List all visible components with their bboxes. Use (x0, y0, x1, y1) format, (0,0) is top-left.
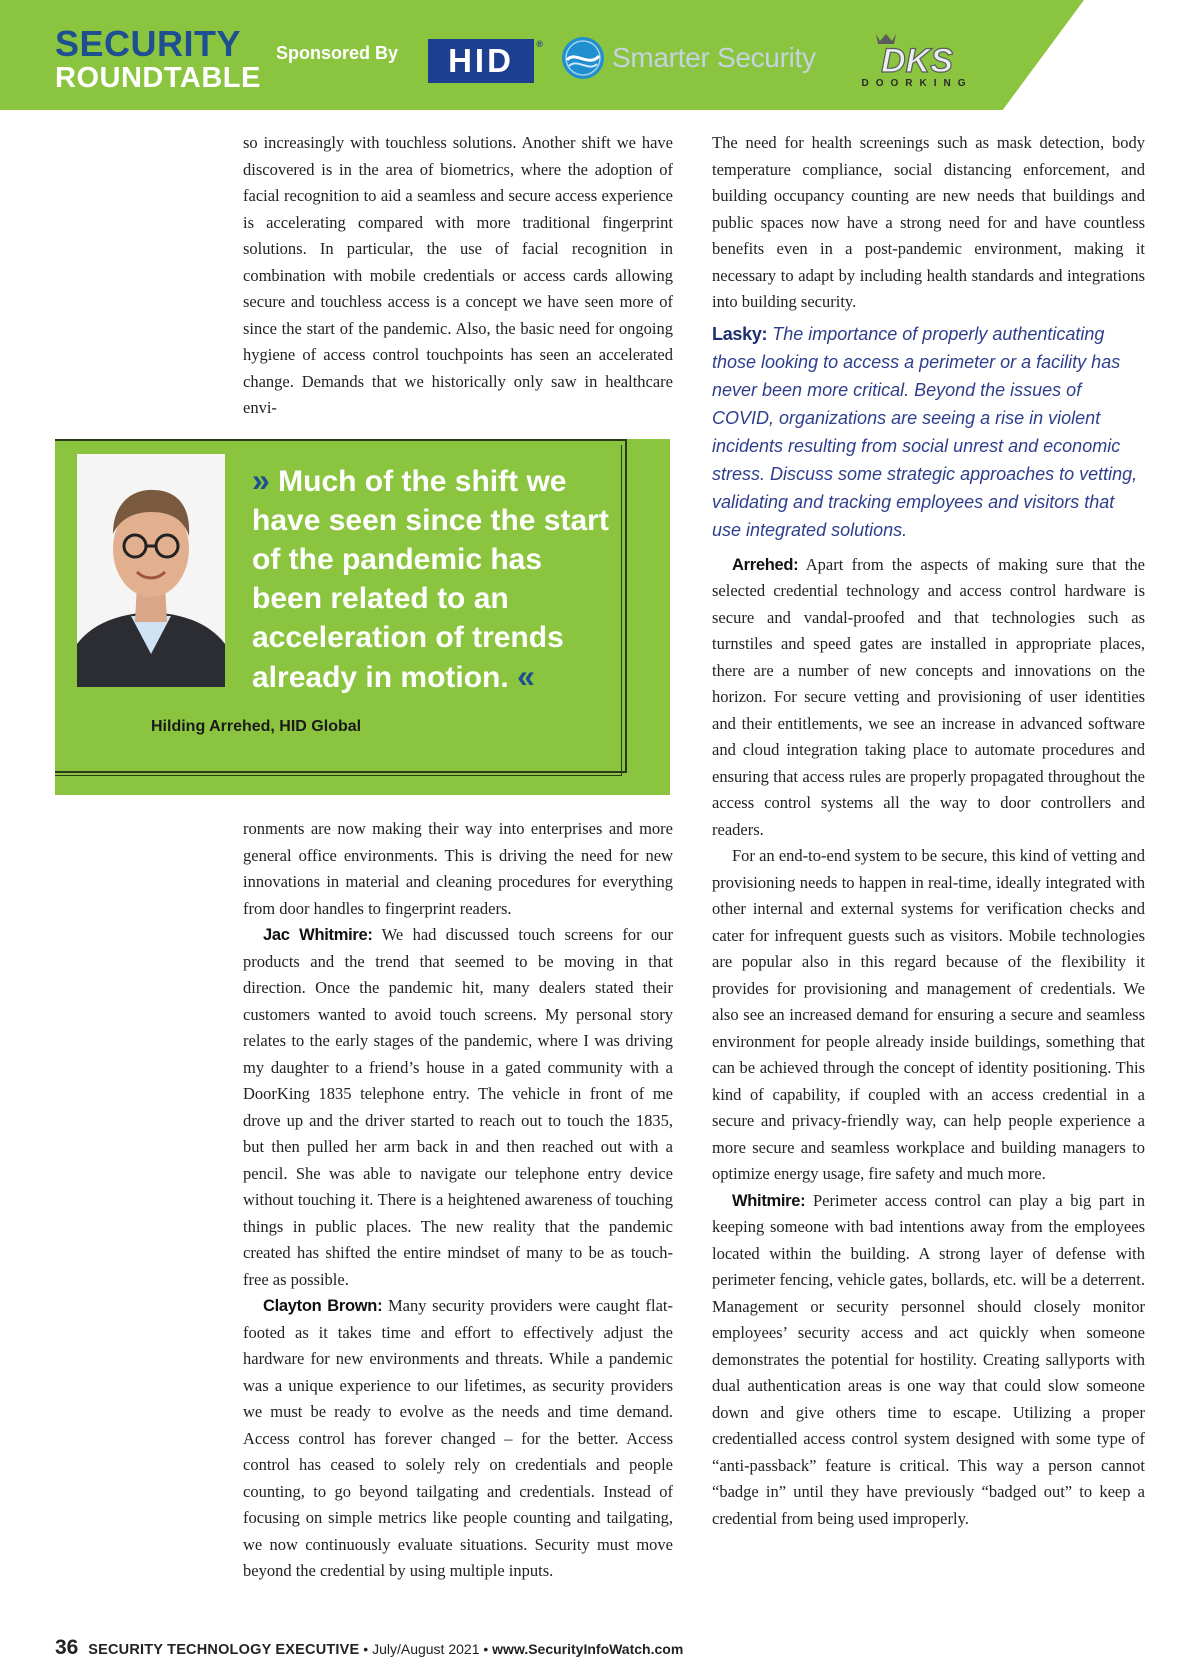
page-footer (55, 1636, 683, 1660)
publication-name: SECURITY TECHNOLOGY EXECUTIVE (88, 1642, 360, 1658)
smarter-security-logo-icon (561, 36, 605, 80)
interviewer-name: Lasky: (712, 323, 768, 344)
article-left-column-top (243, 130, 673, 422)
hid-registered-mark: ® (536, 39, 543, 49)
article-paragraph: The need for health screenings such as mask detection, body temperature compliance, social distancing enforcement, and building occupancy counting are new needs that buildings and public spaces now have a strong need for and have countless benefits even in a post-pandemic environment, making it necessary to adapt by including health standards and integrations into building security. (712, 133, 1145, 311)
interviewer-question (712, 320, 1145, 544)
article-paragraph-whitmire (243, 922, 673, 1293)
hid-logo (428, 39, 543, 83)
speaker-text: Apart from the aspects of making sure that the selected credential technology and access control hardware is secure and vandal-proofed and that technologies such as turnstiles and speed gates are installed in appropriate places, there are a number of new concepts and innovations on the horizon. For secure vetting and provisioning of user identities and their entitlements, we see an increase in advanced software and cloud integration taking place to automate procedures and ensuring that access rules are properly propagated throughout the access control systems all the way to door controllers and readers. (712, 554, 1145, 839)
article-paragraph: For an end-to-end system to be secure, this kind of vetting and provisioning needs to happen in real-time, ideally integrated with other internal and external systems for verification checks and cater for infrequent guests such as visitors. Mobile technologies are popular also in this regard because of the flexibility it provides for provisioning and management of credentials. We also see an increased demand for ensuring a secure and seamless environment for people already inside buildings, something that can be achieved through the concept of identity positioning. This kind of capability, if coupled with an access credential in a secure and privacy-friendly way, can help people experience a more secure and seamless workplace and building managers to optimize energy usage, fire safety and much more. (712, 846, 1145, 1183)
section-title-line1: SECURITY (55, 23, 242, 64)
footer-bullet: • (363, 1641, 369, 1657)
article-paragraph: ronments are now making their way into enterprises and more general office environments. This is driving the need for new innovations in material and cleaning procedures for everything from door handles to fingerprint readers. (243, 819, 673, 918)
doorking-logo-text: DKS (881, 42, 953, 80)
portrait-photo (77, 454, 225, 687)
speaker-name: Whitmire: (732, 1191, 806, 1210)
pull-quote-box (55, 439, 670, 795)
speaker-name: Jac Whitmire: (263, 926, 373, 944)
speaker-name: Arrehed: (732, 555, 799, 574)
pull-quote-attribution: Hilding Arrehed, HID Global (151, 718, 362, 735)
article-left-column-bottom (243, 816, 673, 1585)
article-paragraph-arrehed (712, 552, 1145, 844)
issue-date: July/August 2021 (372, 1641, 480, 1657)
sponsored-by-label: Sponsored By (276, 43, 399, 63)
article-paragraph-brown (243, 1293, 673, 1585)
footer-bullet: • (483, 1641, 489, 1657)
section-title-line2: ROUNDTABLE (55, 62, 261, 94)
open-quote-mark: » (252, 462, 270, 498)
person-portrait-icon (77, 454, 225, 687)
article-paragraph: so increasingly with touchless solutions. Another shift we have discovered is in the area of biometrics, where the adoption of facial recognition to aid a seamless and secure access experience is accelerating compared with more traditional fingerprint solutions. In particular, the use of facial recognition in combination with mobile credentials or access cards allowing secure and touchless access is a concept we have seen more of since the start of the pandemic. Also, the basic need for ongoing hygiene of access control touchpoints has seen an accelerated change. Demands that we historically only saw in healthcare envi- (243, 133, 673, 417)
article-right-column (712, 130, 1145, 1532)
smarter-security-name: Smarter Security (612, 42, 816, 73)
speaker-text: We had discussed touch screens for our products and the trend that seemed to be moving in that direction. Once the pandemic hit, many dealers stated their customers wanted to avoid touch screens. My personal story relates to the early stages of the pandemic, where I was driving my daughter to a friend’s house in a gated community with a DoorKing 1835 telephone entry. The vehicle in front of me drove up and the driver started to reach out to touch the 1835, but then pulled her arm back in and then reached out with a pencil. She was able to navigate our telephone entry device without touching it. There is a heightened awareness of touching things in public places. The new reality that the pandemic created has shifted the entire mindset of many to be as touch-free as possible. (243, 925, 673, 1289)
question-text: The importance of properly authenticating those looking to access a perimeter or a facility has never been more critical. Beyond the issues of COVID, organizations are seeing a rise in violent incidents resulting from social unrest and economic stress. Discuss some strategic approaches to vetting, validating and tracking employees and visitors that use integrated solutions. (712, 323, 1138, 540)
article-paragraph-whitmire2 (712, 1188, 1145, 1533)
doorking-logo (842, 30, 992, 92)
speaker-text: Many security providers were caught flat-footed as it takes time and effort to effectively adjust the hardware for new environments and threats. While a pandemic was a unique experience to our lifetimes, as security providers we must be ready to evolve as the needs and time demand. Access control has forever changed – for the better. Access control has ceased to solely rely on credentials and people counting, to go beyond tailgating and credentials. Instead of focusing on simple metrics like people counting and tailgating, we now continuously evaluate situations. Security must move beyond the credential by using multiple inputs. (243, 1296, 673, 1580)
speaker-name: Clayton Brown: (263, 1297, 383, 1315)
website-link[interactable]: www.SecurityInfoWatch.com (492, 1641, 684, 1657)
pull-quote-text (252, 461, 612, 697)
doorking-logo-subtext: DOORKING (861, 78, 973, 89)
close-quote-mark: « (517, 658, 535, 694)
speaker-text: Perimeter access control can play a big part in keeping someone with bad intentions away from the employees located within the building. A strong layer of defense with perimeter fencing, vehicle gates, bollards, etc. will be a deterrent. Management or security personnel should closely monitor employees’ security access and act quickly when someone demonstrates the potential for hostility. Creating sallyports with dual authentication areas is one way that could slow someone down and give others time to escape. Utilizing a proper credentialled access control system designed with some type of “anti-passback” feature is critical. This way a person cannot “badge in” until they have previously “badged out” to keep a credential from being used improperly. (712, 1190, 1145, 1528)
hid-logo-text: HID (448, 42, 514, 79)
section-title (55, 23, 275, 94)
page-number: 36 (55, 1636, 79, 1659)
pull-quote-body: Much of the shift we have seen since the start of the pandemic has been related to an acceleration of trends already in motion. (252, 465, 609, 694)
